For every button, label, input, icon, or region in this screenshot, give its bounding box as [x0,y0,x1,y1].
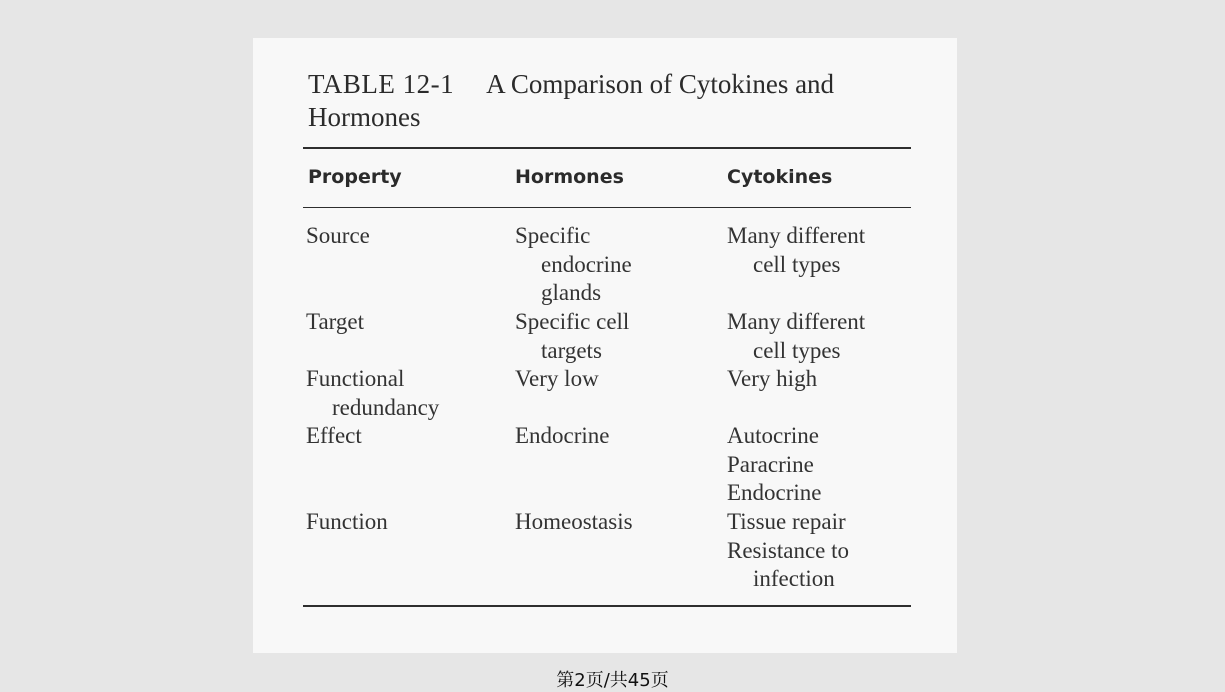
cell-line: Endocrine [727,480,822,506]
table-cell-property [306,365,439,422]
cell-line: Tissue repair [727,509,846,534]
table-cell-cytokines [727,422,822,508]
cell-line: cell types [753,337,841,363]
cell-line: Very low [515,366,599,391]
cell-line: Autocrine [727,423,819,448]
table-cell-property [306,422,362,451]
table-cell-hormones [515,422,610,451]
cell-line: Resistance to [727,537,849,563]
cell-line: Target [306,309,364,334]
table-cell-property [306,222,370,251]
cell-line: Very high [727,366,818,391]
table-cell-hormones [515,222,632,308]
table-cell-hormones [515,508,633,537]
table-cell-hormones [515,308,629,365]
column-header-property: Property [308,166,402,188]
cell-line: Function [306,509,388,534]
table-title [308,68,908,134]
cell-line: Functional [306,366,405,391]
cell-line: Endocrine [515,423,610,448]
cell-line: Specific [515,223,591,248]
column-header-hormones: Hormones [515,166,624,188]
table-cell-hormones [515,365,599,394]
table-label: TABLE 12-1 [308,69,455,99]
page-counter: 第2页/共45页 [556,670,669,691]
cell-line: Many different [727,223,866,248]
cell-line: Many different [727,309,866,334]
cell-line: cell types [753,251,841,277]
table-header-rule [303,207,911,208]
table-cell-property [306,508,388,537]
cell-line: targets [541,337,602,363]
table-cell-cytokines [727,222,865,279]
table-bottom-rule [303,605,911,607]
table-cell-cytokines [727,365,817,394]
cell-line: redundancy [332,394,440,420]
cell-line: Source [306,223,370,248]
cell-line: infection [753,566,835,592]
cell-line: Homeostasis [515,509,633,534]
table-title-text: A Comparison of Cytokines and Hormones [308,69,835,132]
cell-line: glands [541,280,602,306]
cell-line: Paracrine [727,451,814,477]
table-image [253,38,957,653]
cell-line: Effect [306,423,362,448]
table-cell-cytokines [727,508,849,594]
cell-line: Specific cell [515,309,630,334]
column-header-cytokines: Cytokines [727,166,833,188]
table-cell-cytokines [727,308,865,365]
table-top-rule [303,147,911,149]
cell-line: endocrine [541,251,632,277]
table-cell-property [306,308,364,337]
